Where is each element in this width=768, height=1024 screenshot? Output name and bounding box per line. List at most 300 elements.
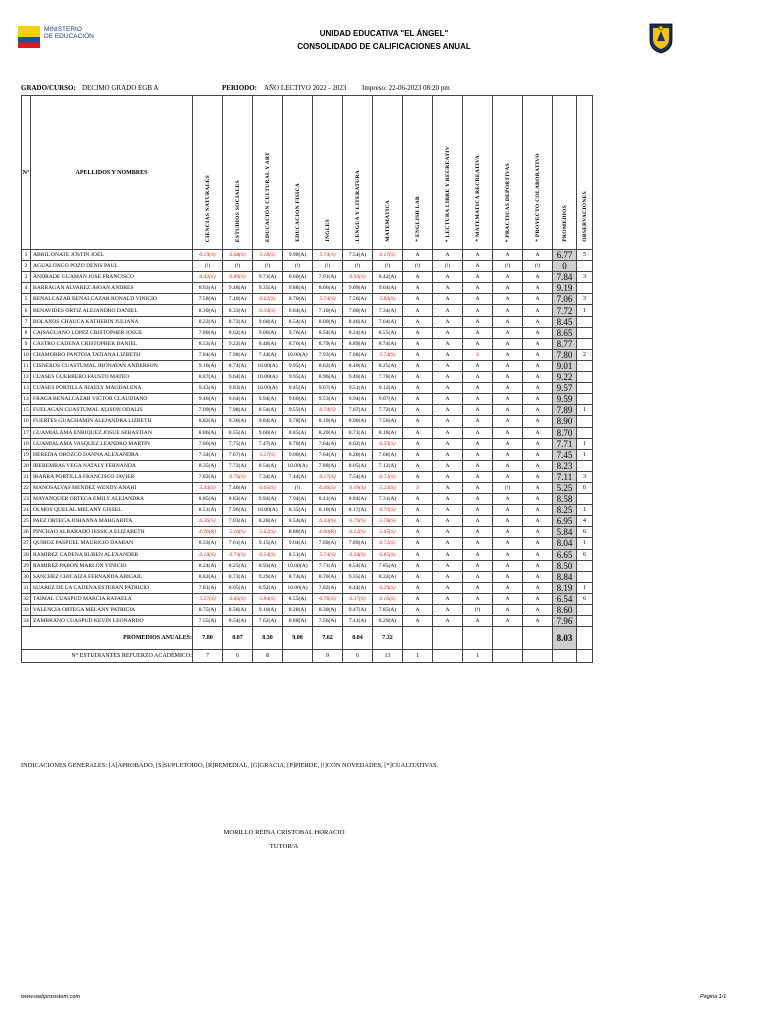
grade-cell: 8.02(A) [343, 438, 373, 449]
grade-cell: 5.84(S) [253, 593, 283, 604]
grade-cell: 7.82(A) [193, 471, 223, 482]
grade-cell: 8.66(A) [313, 283, 343, 294]
grade-cell: A [433, 494, 463, 505]
grade-label: GRADO/CURSO: [21, 84, 76, 92]
grade-cell: 8.54(A) [223, 616, 253, 627]
student-average: 9.01 [553, 360, 577, 371]
tutor-name: MORILLO REINA CRISTOBAL HORACIO [223, 829, 345, 836]
grade-cell: 7.85(A) [373, 605, 403, 616]
grade-cell: 8.29(A) [373, 616, 403, 627]
table-row [22, 571, 593, 582]
grade-cell: 8.05(A) [343, 460, 373, 471]
grade-cell: 8.00(A) [313, 316, 343, 327]
grade-cell: A [403, 294, 433, 305]
student-average: 6.65 [553, 549, 577, 560]
grade-cell: A [523, 438, 553, 449]
grade-cell: A [493, 538, 523, 549]
grade-cell: 5.44(S) [193, 482, 223, 493]
grade-cell: 8.90(A) [343, 416, 373, 427]
grade-cell: 7.72(A) [223, 460, 253, 471]
grade-cell: 7.98(A) [223, 405, 253, 416]
student-observation [577, 327, 593, 338]
table-row [22, 471, 593, 482]
grade-cell: A [463, 560, 493, 571]
student-number: 16 [22, 416, 31, 427]
grade-cell: A [493, 438, 523, 449]
grade-cell: 5.74(S) [313, 294, 343, 305]
table-row [22, 394, 593, 405]
grade-cell: A [433, 549, 463, 560]
report-title: CONSOLIDADO DE CALIFICACIONES ANUAL [297, 42, 471, 51]
annual-average-cell: 9.08 [283, 627, 313, 650]
grade-cell: 6.33(S) [313, 516, 343, 527]
empty-cell [553, 650, 577, 663]
subject-label: * ENGLISH LAB [414, 196, 421, 242]
student-average: 8.84 [553, 571, 577, 582]
grade-cell: A [433, 305, 463, 316]
reinforcement-cell [433, 650, 463, 663]
grade-cell: A [403, 471, 433, 482]
student-number: 26 [22, 527, 31, 538]
grade-cell: 7.34(A) [253, 471, 283, 482]
student-number: 34 [22, 616, 31, 627]
grade-cell: 9.88(A) [283, 283, 313, 294]
col-subject [373, 96, 403, 250]
student-name: CAISAGUANO LOPEZ CRISTOPHER JOSUE [31, 327, 193, 338]
student-average: 8.04 [553, 538, 577, 549]
grade-cell: 9.94(A) [343, 394, 373, 405]
grade-cell: 8.87(A) [193, 372, 223, 383]
grade-cell: 6.85(S) [223, 593, 253, 604]
grade-cell: A [433, 250, 463, 261]
grade-cell: A [433, 460, 463, 471]
grade-cell: 7.80(A) [193, 327, 223, 338]
grade-cell: 6.18(S) [193, 549, 223, 560]
grade-cell: A [493, 405, 523, 416]
reinforcement-cell: 13 [373, 650, 403, 663]
grade-cell: A [493, 394, 523, 405]
grade-cell: 8.84(A) [343, 494, 373, 505]
grade-cell: 9.95(A) [283, 372, 313, 383]
grade-cell: A [403, 416, 433, 427]
grade-cell: A [493, 250, 523, 261]
reinforcement-cell: 8 [253, 650, 283, 663]
grade-cell: A [463, 294, 493, 305]
student-number: 33 [22, 605, 31, 616]
grade-cell: 7.03(A) [223, 516, 253, 527]
annual-averages-row [22, 627, 593, 650]
grade-cell: A [493, 383, 523, 394]
grade-cell: 8.82(A) [193, 416, 223, 427]
grade-cell: 7.60(A) [313, 538, 343, 549]
student-name: IBEREMBAS VEGA NATALY FERNANDA [31, 460, 193, 471]
grade-cell: A [433, 438, 463, 449]
grade-cell: 5.10(S) [223, 527, 253, 538]
grade-cell: A [463, 261, 493, 272]
grade-cell: 10.00(A) [283, 460, 313, 471]
grade-cell: 8.85(A) [193, 494, 223, 505]
grade-cell: A [403, 494, 433, 505]
student-observation [577, 316, 593, 327]
grade-cell: A [433, 471, 463, 482]
student-number: 15 [22, 405, 31, 416]
grade-cell: (!) [463, 605, 493, 616]
printed-date: Impreso: 22-06-2023 08:20 pm [362, 84, 450, 92]
grade-cell: 6.16(S) [373, 593, 403, 604]
grade-cell: 7.85(A) [373, 560, 403, 571]
grade-cell: 8.62(A) [223, 327, 253, 338]
grade-cell: A [433, 571, 463, 582]
grade-cell: 8.10(A) [313, 505, 343, 516]
student-name: BOLANOS CHAUCA KATHERIN JULIANA [31, 316, 193, 327]
grade-cell: 6.29(S) [373, 582, 403, 593]
grade-cell: S [463, 349, 493, 360]
grade-cell: A [433, 327, 463, 338]
grade-cell: 10.00(A) [283, 582, 313, 593]
grade-cell: A [463, 505, 493, 516]
grade-cell: A [403, 383, 433, 394]
student-average: 8.50 [553, 560, 577, 571]
reinforcement-cell [493, 650, 523, 663]
grade-cell: 9.00(A) [283, 449, 313, 460]
table-row [22, 538, 593, 549]
grade-cell: A [493, 294, 523, 305]
general-notes: INDICACIONES GENERALES: [A]APROBADO, [S]SUPLETORIO, [R]REMEDIAL, [G]GRACIA, [P]PIERDE, [!]CON NOVEDADES, [*]CUALITATIVAS. [21, 762, 439, 769]
grade-cell: A [403, 582, 433, 593]
student-name: RAMIREZ CADENA RUBEN ALEXANDER [31, 549, 193, 560]
grade-cell: 8.35(A) [283, 505, 313, 516]
grade-cell: 8.41(A) [313, 494, 343, 505]
grade-cell: A [403, 438, 433, 449]
grade-cell: 8.74(A) [283, 571, 313, 582]
empty-cell [577, 650, 593, 663]
grade-cell: 7.62(A) [253, 616, 283, 627]
grade-cell: A [403, 360, 433, 371]
grade-cell: 7.67(A) [223, 449, 253, 460]
grade-cell: 8.17(A) [343, 505, 373, 516]
grade-cell: 8.44(A) [343, 582, 373, 593]
subject-label: CIENCIAS NATURALES [204, 174, 211, 242]
grade-cell: A [523, 272, 553, 283]
grade-cell: A [463, 538, 493, 549]
grade-cell: 7.80(A) [343, 305, 373, 316]
grade-cell: 8.88(A) [283, 616, 313, 627]
grade-cell: A [433, 372, 463, 383]
student-observation [577, 605, 593, 616]
student-name: QUIROZ PASPUEL MAURICIO DAMIAN [31, 538, 193, 549]
grade-cell: 8.56(A) [223, 605, 253, 616]
annual-average-cell [463, 627, 493, 650]
student-name: MANOSALVAS MENDEZ WENDY ANAHI [31, 482, 193, 493]
grade-cell: A [463, 438, 493, 449]
table-header [22, 96, 593, 250]
grade-cell: A [463, 360, 493, 371]
subject-label: EDUCACION FISICA [294, 183, 301, 242]
student-number: 29 [22, 560, 31, 571]
grade-cell: 9.48(A) [223, 283, 253, 294]
student-average: 7.71 [553, 438, 577, 449]
grade-cell: 7.89(A) [343, 538, 373, 549]
grade-cell: 9.95(A) [283, 360, 313, 371]
grade-cell: 6.85(S) [373, 549, 403, 560]
grade-cell: (!) [193, 261, 223, 272]
grade-cell: A [463, 460, 493, 471]
col-subject [433, 96, 463, 250]
student-average: 8.70 [553, 427, 577, 438]
grade-cell: A [403, 372, 433, 383]
grade-cell: 8.55(A) [223, 427, 253, 438]
grade-cell: 6.72(S) [373, 471, 403, 482]
grade-cell: 4.76(R) [193, 527, 223, 538]
student-name: GUAMIALAMA ENRIQUEZ JOSUE SEBASTIAN [31, 427, 193, 438]
grade-cell: 8.73(A) [223, 571, 253, 582]
grade-cell: 9.16(A) [193, 360, 223, 371]
student-name: CUASES PORTILLA JHAELY MAGDALENA [31, 383, 193, 394]
grade-cell: A [523, 294, 553, 305]
student-number: 9 [22, 338, 31, 349]
grade-cell: 7.82(A) [313, 582, 343, 593]
student-number: 25 [22, 516, 31, 527]
student-average: 6.95 [553, 516, 577, 527]
student-name: BARRAGAN ALVAREZ JHOAN ANDRES [31, 283, 193, 294]
grade-cell: A [523, 283, 553, 294]
table-row [22, 438, 593, 449]
grade-cell: A [433, 294, 463, 305]
grade-cell: (!) [253, 261, 283, 272]
grade-cell: (!) [523, 261, 553, 272]
grade-cell: 8.75(A) [193, 605, 223, 616]
grade-cell: 5.65(S) [373, 527, 403, 538]
grade-cell: 8.46(A) [343, 316, 373, 327]
grade-cell: 8.84(A) [283, 305, 313, 316]
grade-cell: 7.93(A) [313, 349, 343, 360]
subject-label: * PROYECTO COLABORATIVO [534, 153, 541, 242]
student-average: 7.96 [553, 616, 577, 627]
annual-average-cell: 7.62 [313, 627, 343, 650]
reinforcement-cell: 9 [313, 650, 343, 663]
student-average: 8.45 [553, 316, 577, 327]
grade-cell: A [523, 505, 553, 516]
student-name: AGUALONGO POZO DENIS PAUL [31, 261, 193, 272]
student-observation [577, 571, 593, 582]
grade-cell: A [433, 427, 463, 438]
student-observation [577, 616, 593, 627]
student-number: 8 [22, 327, 31, 338]
grade-cell: A [433, 405, 463, 416]
grade-cell: 9.12(A) [373, 383, 403, 394]
grade-cell: 9.04(A) [283, 538, 313, 549]
grade-cell: A [403, 283, 433, 294]
student-number: 31 [22, 582, 31, 593]
grade-cell: (!) [493, 482, 523, 493]
grade-cell: (!) [373, 261, 403, 272]
student-name: RAMIREZ PABON MARLON VINICIO [31, 560, 193, 571]
grade-cell: A [523, 516, 553, 527]
grade-cell: 9.64(A) [223, 372, 253, 383]
table-row [22, 338, 593, 349]
grade-cell: 7.08(A) [373, 449, 403, 460]
student-average: 7.84 [553, 272, 577, 283]
student-name: GUAMIALAMA VASQUEZ LEANDRO MARTIN [31, 438, 193, 449]
student-name: IBARRA PORTILLA FRANCISCO JAVIER [31, 471, 193, 482]
grade-cell: A [463, 494, 493, 505]
table-row [22, 605, 593, 616]
grade-cell: A [493, 305, 523, 316]
grade-cell: 7.75(A) [223, 438, 253, 449]
grade-cell: 8.55(A) [283, 593, 313, 604]
grade-cell: A [463, 616, 493, 627]
grade-cell: A [523, 527, 553, 538]
grade-cell: 7.47(A) [253, 438, 283, 449]
student-observation: 1 [577, 438, 593, 449]
grade-cell: 5.18(S) [253, 250, 283, 261]
student-average: 9.57 [553, 383, 577, 394]
student-number: 11 [22, 360, 31, 371]
reinforcement-cell: 1 [463, 650, 493, 663]
grade-value: DECIMO GRADO EGB A [82, 84, 159, 92]
grade-cell: 7.56(A) [343, 294, 373, 305]
student-average: 9.22 [553, 372, 577, 383]
grade-cell: 6.70(S) [373, 505, 403, 516]
observations-label: OBSERVACIONES [581, 191, 588, 242]
grade-cell: 8.18(A) [373, 427, 403, 438]
grade-cell: 6.89(S) [223, 272, 253, 283]
student-observation: 1 [577, 505, 593, 516]
reinforcement-cell: 6 [343, 650, 373, 663]
table-row [22, 372, 593, 383]
grade-cell: A [523, 471, 553, 482]
grade-cell: A [463, 316, 493, 327]
grade-cell: A [493, 527, 523, 538]
grade-cell: 7.81(A) [193, 582, 223, 593]
site-url: www.webprosistem.com [21, 994, 80, 1000]
student-name: CASTRO CADENA CRISTOPHER DANIEL [31, 338, 193, 349]
grade-cell: A [433, 605, 463, 616]
grade-cell: 5.27(S) [253, 449, 283, 460]
table-row [22, 494, 593, 505]
table-row [22, 294, 593, 305]
grade-cell: A [523, 416, 553, 427]
grade-cell: 7.34(A) [193, 449, 223, 460]
student-average: 8.19 [553, 582, 577, 593]
student-observation: 1 [577, 538, 593, 549]
grade-cell: 8.20(A) [313, 427, 343, 438]
student-average: 8.60 [553, 605, 577, 616]
student-number: 28 [22, 549, 31, 560]
student-name: PAEZ ORTEGA JOHANNA MARGARITA [31, 516, 193, 527]
grade-cell: 4.90(R) [313, 527, 343, 538]
page-number: Página 1/1 [700, 994, 727, 1000]
grade-cell: A [403, 250, 433, 261]
grade-cell: 8.72(A) [223, 316, 253, 327]
grade-cell: A [463, 449, 493, 460]
grade-cell: 9.98(A) [283, 250, 313, 261]
grade-cell: 6.76(S) [223, 471, 253, 482]
student-name: VALENCIA ORTEGA MELANY PATRICIA [31, 605, 193, 616]
grade-cell: 9.76(A) [283, 327, 313, 338]
student-number: 3 [22, 272, 31, 283]
grade-cell: 8.86(A) [193, 427, 223, 438]
grade-cell: A [493, 505, 523, 516]
student-observation: 6 [577, 482, 593, 493]
grade-cell: A [523, 383, 553, 394]
grade-cell: 6.36(S) [193, 516, 223, 527]
table-row [22, 427, 593, 438]
grade-cell: A [493, 449, 523, 460]
subject-label: * MATEMATICA RECREATIVA [474, 155, 481, 242]
student-number: 17 [22, 427, 31, 438]
col-subject [523, 96, 553, 250]
grade-cell: A [493, 327, 523, 338]
student-name: FUELAGAN CUASTUMAL ALISON ODALIS [31, 405, 193, 416]
grade-cell: 8.40(A) [343, 360, 373, 371]
reinforcement-row [22, 650, 593, 663]
student-average: 7.06 [553, 294, 577, 305]
student-observation [577, 338, 593, 349]
col-subject [193, 96, 223, 250]
student-observation: 6 [577, 593, 593, 604]
table-row [22, 405, 593, 416]
grade-cell: A [523, 560, 553, 571]
grade-cell: A [493, 349, 523, 360]
student-name: FRAGA BENALCAZAR VICTOR CLAUDIANO [31, 394, 193, 405]
grade-cell: 7.61(A) [223, 538, 253, 549]
grade-cell: 5.74(S) [313, 250, 343, 261]
student-number: 7 [22, 316, 31, 327]
grade-cell: 9.83(A) [223, 383, 253, 394]
grade-cell: 6.65(S) [253, 482, 283, 493]
grade-cell: A [403, 394, 433, 405]
student-number: 32 [22, 593, 31, 604]
grade-cell: 7.58(A) [193, 294, 223, 305]
grade-cell: 9.10(A) [253, 605, 283, 616]
grade-cell: 5.83(S) [373, 294, 403, 305]
grade-cell: 8.35(A) [193, 460, 223, 471]
grade-cell: A [493, 272, 523, 283]
grade-cell: (!) [433, 261, 463, 272]
grade-cell: (!) [403, 261, 433, 272]
grade-cell: A [403, 316, 433, 327]
grade-cell: A [523, 394, 553, 405]
grade-cell: (!) [223, 261, 253, 272]
grade-cell: A [433, 582, 463, 593]
grade-cell: A [463, 272, 493, 283]
grade-cell: A [463, 582, 493, 593]
grade-cell: 7.54(A) [343, 471, 373, 482]
grade-cell: A [403, 327, 433, 338]
grade-cell: 6.09(S) [343, 482, 373, 493]
grade-cell: 5.62(S) [253, 527, 283, 538]
grade-cell: A [463, 527, 493, 538]
grade-cell: A [433, 349, 463, 360]
grade-cell: 5.74(S) [373, 349, 403, 360]
student-observation [577, 427, 593, 438]
grade-cell: 8.30(A) [313, 605, 343, 616]
table-row [22, 416, 593, 427]
grade-cell: A [523, 305, 553, 316]
grade-cell: 8.70(A) [283, 294, 313, 305]
period-value: AÑO LECTIVO 2022 - 2023 [264, 84, 347, 92]
table-row [22, 305, 593, 316]
grade-cell: 7.12(A) [373, 460, 403, 471]
grade-cell: A [523, 327, 553, 338]
grade-cell: 8.85(A) [283, 427, 313, 438]
grade-cell: A [403, 616, 433, 627]
student-number: 10 [22, 349, 31, 360]
grade-cell: A [403, 338, 433, 349]
student-name: SUAREZ DE LA CADENA ESTEBAN PATRICIO [31, 582, 193, 593]
student-observation: 3 [577, 471, 593, 482]
